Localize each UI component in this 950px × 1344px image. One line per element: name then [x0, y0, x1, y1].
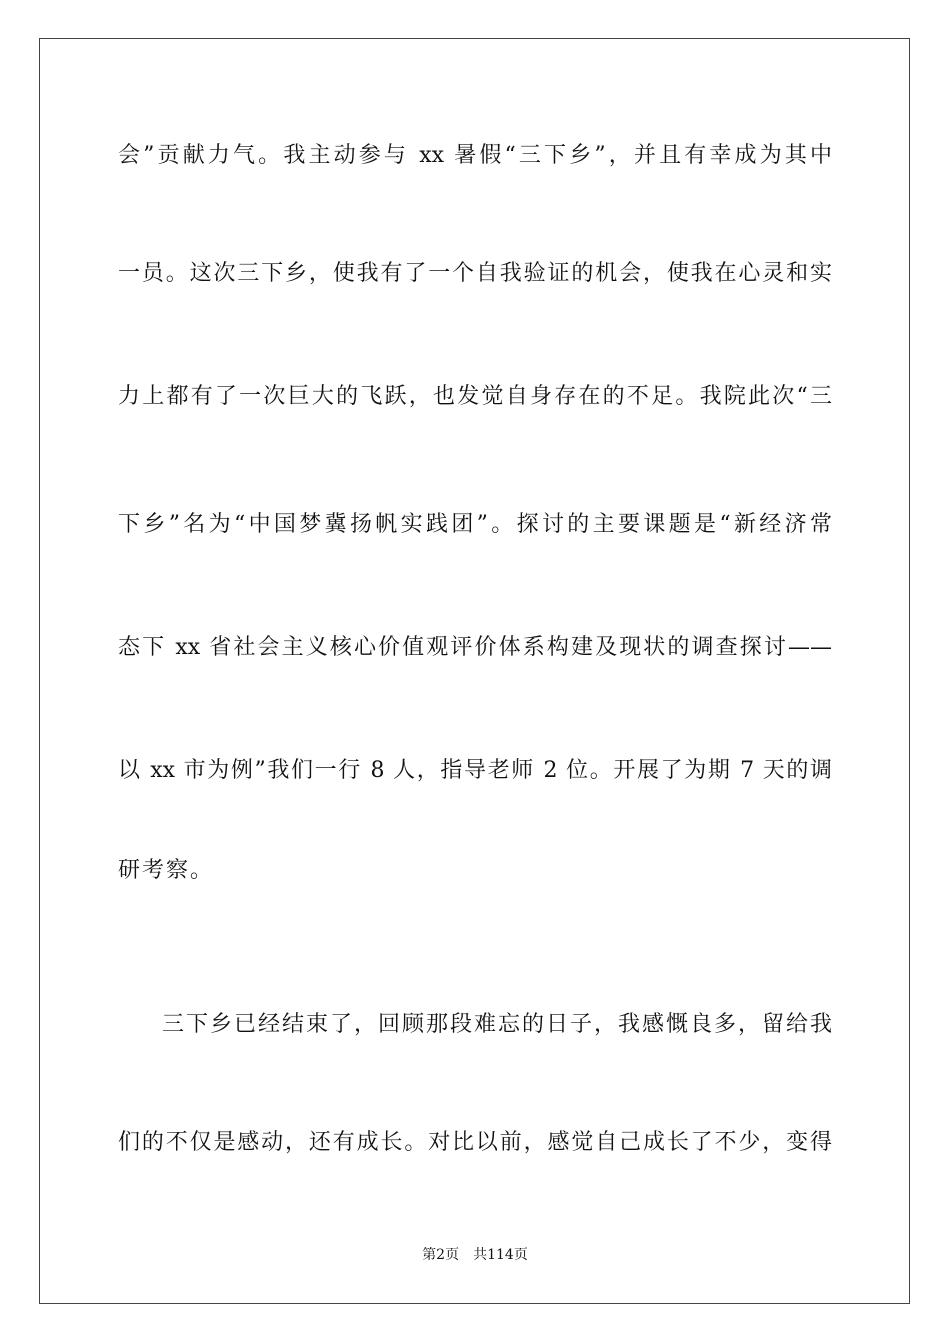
text-line-6: 以 xx 市为例”我们一行 8 人，指导老师 2 位。开展了为期 7 天的调	[118, 758, 832, 783]
page-footer	[0, 1246, 950, 1264]
text-line-2: 一员。这次三下乡，使我有了一个自我验证的机会，使我在心灵和实	[118, 261, 832, 286]
text-line-1: 会”贡献力气。我主动参与 xx 暑假“三下乡”，并且有幸成为其中	[118, 143, 832, 168]
text-line-4: 下乡”名为“中国梦冀扬帆实践团”。探讨的主要课题是“新经济常	[118, 512, 832, 537]
page-border	[39, 38, 910, 1304]
text-line-7: 研考察。	[118, 858, 215, 883]
text-line-9: 们的不仅是感动，还有成长。对比以前，感觉自己成长了不少，变得	[118, 1130, 832, 1155]
page-number: 第2页	[422, 1247, 460, 1263]
total-pages: 共114页	[473, 1247, 528, 1263]
text-line-5: 态下 xx 省社会主义核心价值观评价体系构建及现状的调查探讨——	[118, 635, 832, 660]
paragraph-first-line: 三下乡已经结束了，回顾那段难忘的日子，我感慨良多，留给我	[162, 1012, 832, 1037]
text-line-3: 力上都有了一次巨大的飞跃，也发觉自身存在的不足。我院此次“三	[118, 384, 832, 409]
